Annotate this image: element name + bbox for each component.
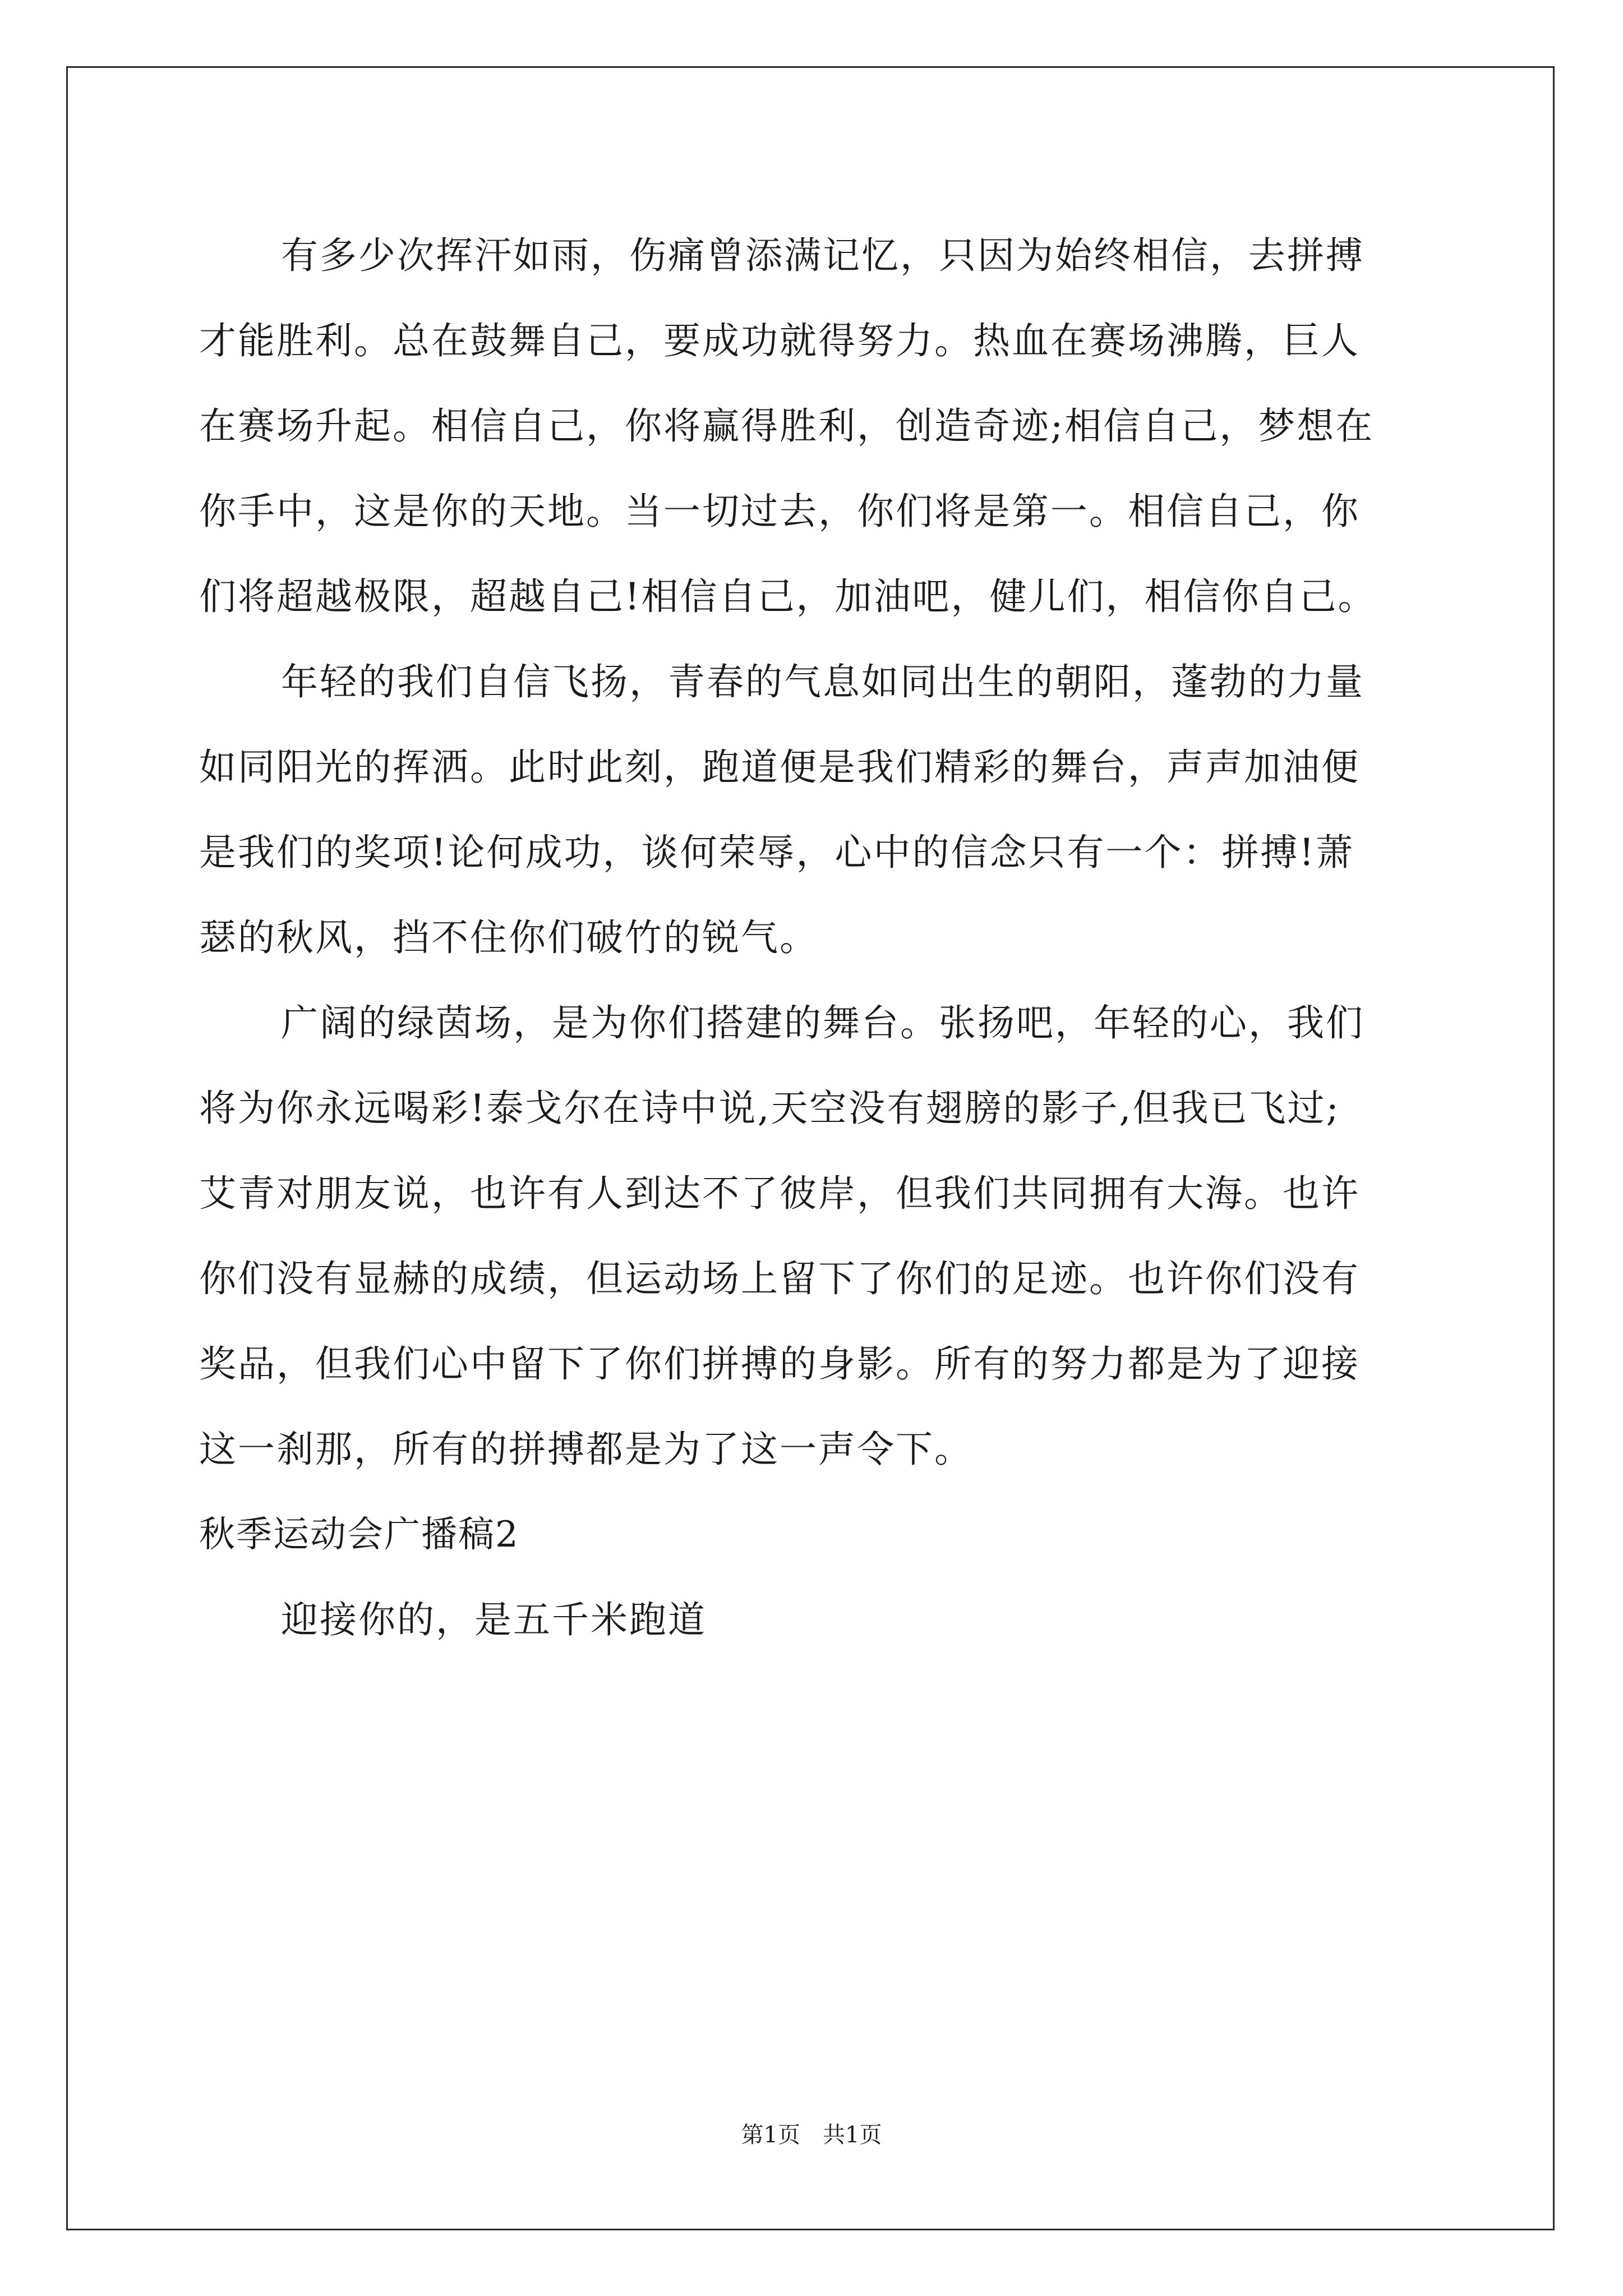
paragraph-3-line-2: 将为你永远喝彩!泰戈尔在诗中说,天空没有翅膀的影子,但我已飞过; (199, 1087, 1340, 1130)
paragraph-3-line-1: 广阔的绿茵场，是为你们搭建的舞台。张扬吧，年轻的心，我们 (281, 1001, 1364, 1045)
section-heading: 秋季运动会广播稿2 (199, 1514, 519, 1556)
paragraph-2-line-1: 年轻的我们自信飞扬，青春的气息如同出生的朝阳，蓬勃的力量 (281, 660, 1364, 703)
paragraph-3-line-6: 这一刹那，所有的拼搏都是为了这一声令下。 (199, 1428, 973, 1471)
paragraph-3-line-3: 艾青对朋友说，也许有人到达不了彼岸，但我们共同拥有大海。也许 (199, 1172, 1360, 1215)
page-footer (0, 2118, 1623, 2152)
paragraph-1-line-4: 你手中，这是你的天地。当一切过去，你们将是第一。相信自己，你 (199, 490, 1360, 533)
paragraph-1-line-3: 在赛场升起。相信自己，你将赢得胜利，创造奇迹;相信自己，梦想在 (199, 404, 1375, 448)
paragraph-2-line-4: 瑟的秋风，挡不住你们破竹的锐气。 (199, 916, 818, 959)
paragraph-2-line-2: 如同阳光的挥洒。此时此刻，跑道便是我们精彩的舞台，声声加油便 (199, 746, 1360, 789)
paragraph-3-line-5: 奖品，但我们心中留下了你们拼搏的身影。所有的努力都是为了迎接 (199, 1342, 1360, 1386)
paragraph-4-line-1: 迎接你的，是五千米跑道 (281, 1598, 707, 1641)
page-number-total: 共1页 (823, 2122, 882, 2148)
paragraph-1-line-5: 们将超越极限，超越自己!相信自己，加油吧，健儿们，相信你自己。 (199, 575, 1377, 618)
paragraph-1-line-2: 才能胜利。总在鼓舞自己，要成功就得努力。热血在赛场沸腾，巨人 (199, 319, 1360, 362)
document-body (199, 213, 1433, 1663)
paragraph-1-line-1: 有多少次挥汗如雨，伤痛曾添满记忆，只因为始终相信，去拼搏 (281, 234, 1364, 277)
paragraph-3-line-4: 你们没有显赫的成绩，但运动场上留下了你们的足迹。也许你们没有 (199, 1257, 1360, 1300)
page-number-current: 第1页 (741, 2122, 800, 2148)
paragraph-2-line-3: 是我们的奖项!论何成功，谈何荣辱，心中的信念只有一个：拼搏!萧 (199, 831, 1355, 874)
